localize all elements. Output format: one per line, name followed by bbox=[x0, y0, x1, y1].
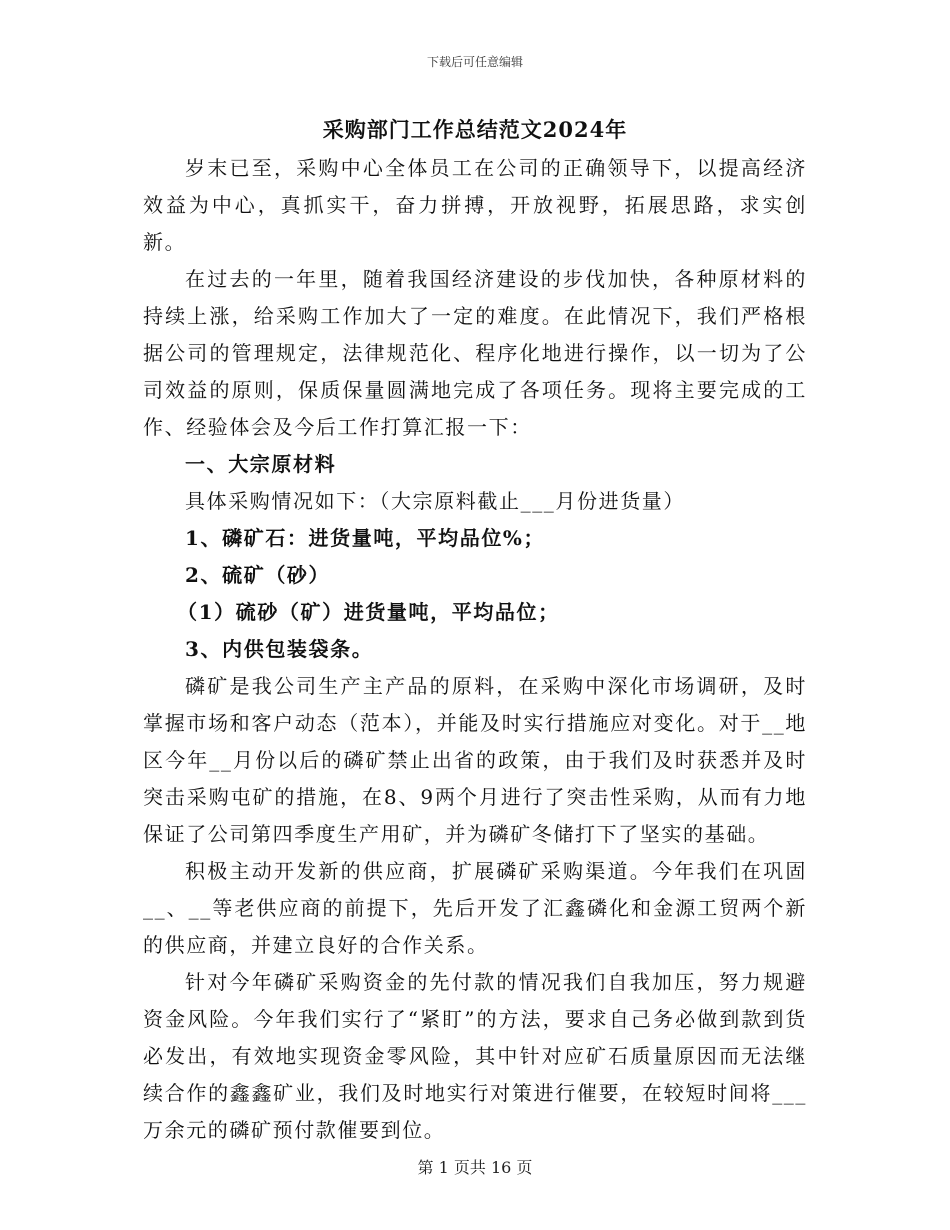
document-title: 采购部门工作总结范文2024年 bbox=[322, 117, 628, 142]
document-body bbox=[143, 112, 807, 1149]
paragraph-phosphate: 磷矿是我公司生产主产品的原料，在采购中深化市场调研，及时掌握市场和客户动态（范本），并能及时实行措施应对变化。对于__地区今年__月份以后的磷矿禁止出省的政策，由于我们及时获悉并及时突击采购屯矿的措施，在8、9两个月进行了突击性采购，从而有力地保证了公司第四季度生产用矿，并为磷矿冬储打下了坚实的基础。 bbox=[143, 674, 807, 846]
paragraph-suppliers: 积极主动开发新的供应商，扩展磷矿采购渠道。今年我们在巩固__、__等老供应商的前提下，先后开发了汇鑫磷化和金源工贸两个新的供应商，并建立良好的合作关系。 bbox=[143, 859, 807, 957]
list-item-phosphate: 1、磷矿石：进货量吨，平均品位%； bbox=[185, 526, 546, 550]
list-item-sulfur: 2、硫矿（砂） bbox=[185, 563, 331, 587]
paragraph-funds: 针对今年磷矿采购资金的先付款的情况我们自我加压，努力规避资金风险。今年我们实行了“紧盯”的方法，要求自己务必做到款到货必发出，有效地实现资金零风险，其中针对应矿石质量原因而无法继续合作的鑫鑫矿业，我们及时地实行对策进行催要，在较短时间将___万余元的磷矿预付款催要到位。 bbox=[143, 970, 807, 1142]
header-note: 下载后可任意编辑 bbox=[426, 55, 523, 69]
section-heading: 一、大宗原材料 bbox=[185, 452, 337, 476]
page-indicator: 第 1 页共 16 页 bbox=[417, 1158, 533, 1177]
list-subitem-sulfur-sand: （1）硫砂（矿）进货量吨，平均品位； bbox=[177, 600, 560, 624]
paragraph-intro: 岁末已至，采购中心全体员工在公司的正确领导下，以提高经济效益为中心，真抓实干，奋力拼搏，开放视野，拓展思路，求实创新。 bbox=[143, 156, 807, 254]
paragraph-purchase-details: 具体采购情况如下：（大宗原料截止___月份进货量） bbox=[185, 489, 685, 513]
list-item-packaging: 3、内供包装袋条。 bbox=[185, 637, 374, 661]
paragraph-overview: 在过去的一年里，随着我国经济建设的步伐加快，各种原材料的持续上涨，给采购工作加大了一定的难度。在此情况下，我们严格根据公司的管理规定，法律规范化、程序化地进行操作，以一切为了公司效益的原则，保质保量圆满地完成了各项任务。现将主要完成的工作、经验体会及今后工作打算汇报一下： bbox=[143, 267, 807, 439]
